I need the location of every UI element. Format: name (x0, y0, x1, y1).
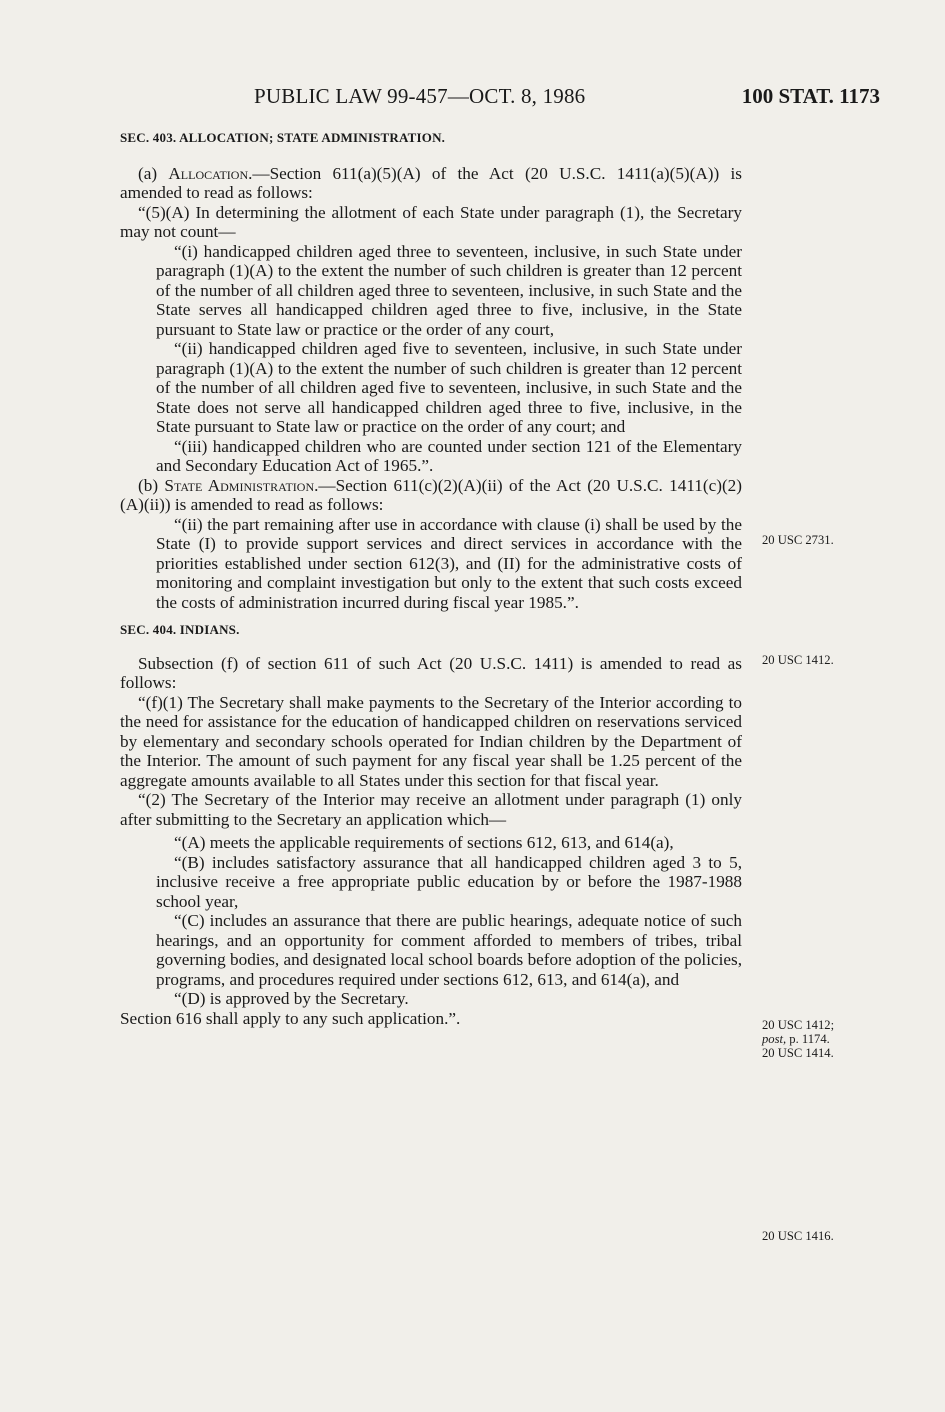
item-b: “(B) includes satisfactory assurance that all handicapped children aged 3 to 5, inclusive receive a free appropriate public education by or before the 1987-1988 school year, (156, 852, 742, 911)
item-d: “(D) is approved by the Secretary. (174, 989, 409, 1008)
header-title: PUBLIC LAW 99-457—OCT. 8, 1986 (254, 84, 586, 108)
clause-b-ii: “(ii) the part remaining after use in accordance with clause (i) shall be used by the State (I) to provide support services and direct services in accordance with the priorities established under section 612(3), and (II) for the administrative costs of monitoring and complaint investigation but only to the extent that such costs exceed the costs of administration incurred during fiscal year 1985.”. (156, 514, 742, 612)
margin-note-20-usc-1414: 20 USC 1414. (762, 1046, 834, 1060)
header-stat-citation: 100 STAT. 1173 (741, 84, 880, 108)
subsection-a-title: Allocation (168, 163, 249, 183)
margin-note-post-rest: p. 1174. (786, 1032, 830, 1046)
margin-note-20-usc-1412: 20 USC 1412. (762, 653, 834, 667)
closing-line: Section 616 shall apply to any such application.”. (120, 1008, 461, 1028)
margin-note-20-usc-1412-post: 20 USC 1412; (762, 1018, 835, 1032)
paragraph-f1: “(f)(1) The Secretary shall make payments to the Secretary of the Interior according to the need for assistance for the education of handicapped children on reservations serviced by elementary and secondary schools operated for Indian children by the Department of the Interior. The amount of such payment for any fiscal year shall be 1.25 percent of the aggregate amounts available to all States under this section for that fiscal year. (120, 692, 742, 790)
item-a: “(A) meets the applicable requirements of sections 612, 613, and 614(a), (174, 833, 674, 852)
paragraph-2: “(2) The Secretary of the Interior may receive an allotment under paragraph (1) only after submitting to the Secretary an application which— (120, 790, 742, 829)
margin-note-20-usc-1416: 20 USC 1416. (762, 1229, 834, 1243)
clause-iii: “(iii) handicapped children who are counted under section 121 of the Elementary and Secondary Education Act of 1965.”. (156, 436, 742, 475)
page-header (120, 84, 880, 114)
subsection-a-label: (a) (138, 163, 169, 183)
section-404-heading: SEC. 404. INDIANS. (120, 622, 240, 637)
subsection-b-label: (b) (138, 475, 165, 495)
section-404-intro: Subsection (f) of section 611 of such Act (20 U.S.C. 1411) is amended to read as follows: (120, 653, 742, 692)
subsection-a-text: .—Section 611(a)(5)(A) of the Act (20 U.S.C. 1411(a)(5)(A)) is amended to read as follows: (120, 163, 742, 202)
section-403-heading: SEC. 403. ALLOCATION; STATE ADMINISTRATION. (120, 130, 446, 145)
clause-ii: “(ii) handicapped children aged five to seventeen, inclusive, in such State under paragraph (1)(A) to the extent the number of such children is greater than 12 percent of the number of all children aged five to seventeen, inclusive, in such State and the State does not serve all handicapped children aged three to five, inclusive, in the State pursuant to State law or practice on the order of any court; and (156, 339, 742, 436)
subsection-b-text: .—Section 611(c)(2)(A)(ii) of the Act (20 U.S.C. 1411(c)(2)(A)(ii)) is amended to read as follows: (120, 475, 742, 514)
clause-i: “(i) handicapped children aged three to seventeen, inclusive, in such State under paragraph (1)(A) to the extent the number of such children is greater than 12 percent of the number of all children aged three to seventeen, inclusive, in such State and the State serves all handicapped children aged three to five, inclusive, in the State pursuant to State law or practice or the order of any court, (156, 241, 742, 339)
section-403-a (120, 164, 742, 203)
item-c: “(C) includes an assurance that there are public hearings, adequate notice of such hearings, and an opportunity for comment afforded to members of tribes, tribal governing bodies, and designated local school boards before adoption of the policies, programs, and procedures required under sections 612, 613, and 614(a), and (156, 911, 742, 989)
subsection-b-title: State Administration (164, 475, 315, 495)
margin-note-20-usc-2731: 20 USC 2731. (762, 533, 834, 547)
main-text (120, 128, 742, 1028)
margin-note-post-page (762, 1032, 830, 1046)
section-403-b (120, 476, 742, 515)
margin-note-post-italic: post, (762, 1032, 787, 1046)
paragraph-5a: “(5)(A) In determining the allotment of each State under paragraph (1), the Secretary may not count— (120, 202, 742, 241)
